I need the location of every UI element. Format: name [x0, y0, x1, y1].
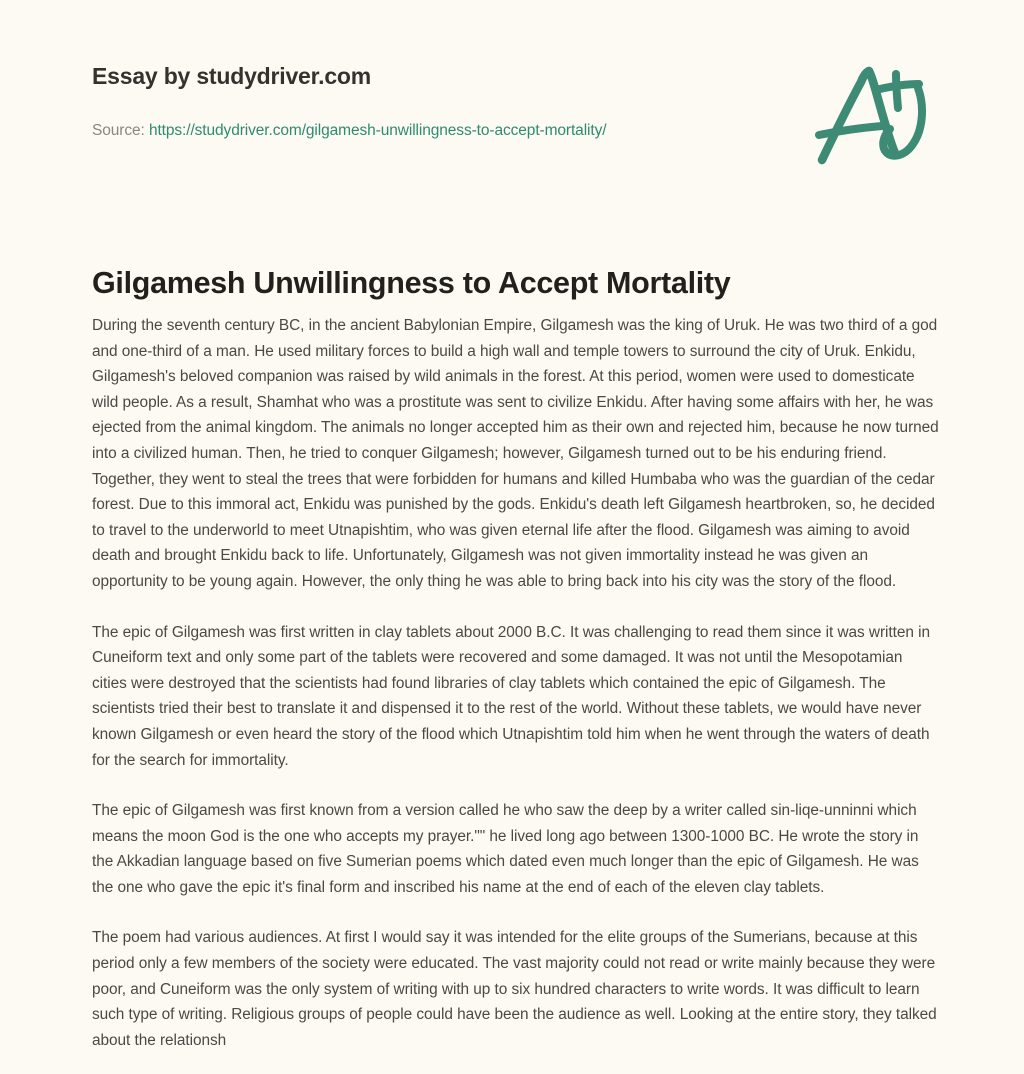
- essay-paragraph: The epic of Gilgamesh was first written in clay tablets about 2000 B.C. It was challenging to read them since it was written in Cuneiform text and only some part of the tablets were recovered and some damaged. It was not until the Mesopotamian cities were destroyed that the scientists had found libraries of clay tablets which contained the epic of Gilgamesh. The scientists tried their best to translate it and dispensed it to the rest of the world. Without these tablets, we would have never known Gilgamesh or even heard the story of the flood which Utnapishtim told him when he went through the waters of death for the search for immortality.: [92, 623, 930, 769]
- brand-attribution: Essay by studydriver.com: [92, 63, 372, 89]
- essay-paragraph: The epic of Gilgamesh was first known from a version called he who saw the deep by a writer called sin-liqe-unninni which means the moon God is the one who accepts my prayer."" he lived long ago between 1300-1000 BC. He wrote the story in the Akkadian language based on five Sumerian poems which dated even much longer than the epic of Gilgamesh. He was the one who gave the epic it's final form and inscribed his name at the end of each of the eleven clay tablets.: [92, 802, 919, 896]
- source-label: Source:: [92, 122, 149, 139]
- source-line: [92, 122, 606, 140]
- source-url-link[interactable]: https://studydriver.com/gilgamesh-unwillingness-to-accept-mortality/: [148, 122, 607, 139]
- page-title: Gilgamesh Unwillingness to Accept Mortality: [92, 266, 731, 301]
- a-plus-logo: [806, 56, 936, 171]
- essay-paragraph: During the seventh century BC, in the ancient Babylonian Empire, Gilgamesh was the king of Uruk. He was two third of a god and one-third of a man. He used military forces to build a high wall and temple towers to surround the city of Uruk. Enkidu, Gilgamesh's beloved companion was raised by wild animals in the forest. At this period, women were used to domesticate wild people. As a result, Shamhat who was a prostitute was sent to civilize Enkidu. After having some affairs with her, he was ejected from the animal kingdom. The animals no longer accepted him as their own and rejected him, because he now turned into a civilized human. Then, he tried to conquer Gilgamesh; however, Gilgamesh turned out to be his enduring friend. Together, they went to steal the trees that were forbidden for humans and killed Humbaba who was the guardian of the cedar forest. Due to this immoral act, Enkidu was punished by the gods. Enkidu's death left Gilgamesh heartbroken, so, he decided to travel to the underworld to meet Utnapishtim, who was given eternal life after the flood. Gilgamesh was aiming to avoid death and brought Enkidu back to life. Unfortunately, Gilgamesh was not given immortality instead he was given an opportunity to be young again. However, the only thing he was able to bring back into his city was the story of the flood.: [92, 317, 939, 590]
- essay-paragraph: The poem had various audiences. At first I would say it was intended for the elite groups of the Sumerians, because at this period only a few members of the society were educated. The vast majority could not read or write mainly because they were poor, and Cuneiform was the only system of writing with up to six hundred characters to write words. It was difficult to learn such type of writing. Religious groups of people could have been the audience as well. Looking at the entire story, they talked about the relationsh: [92, 929, 937, 1049]
- essay-body: [92, 313, 940, 1053]
- page-header: [0, 0, 1024, 200]
- a-plus-logo-icon: [806, 56, 936, 171]
